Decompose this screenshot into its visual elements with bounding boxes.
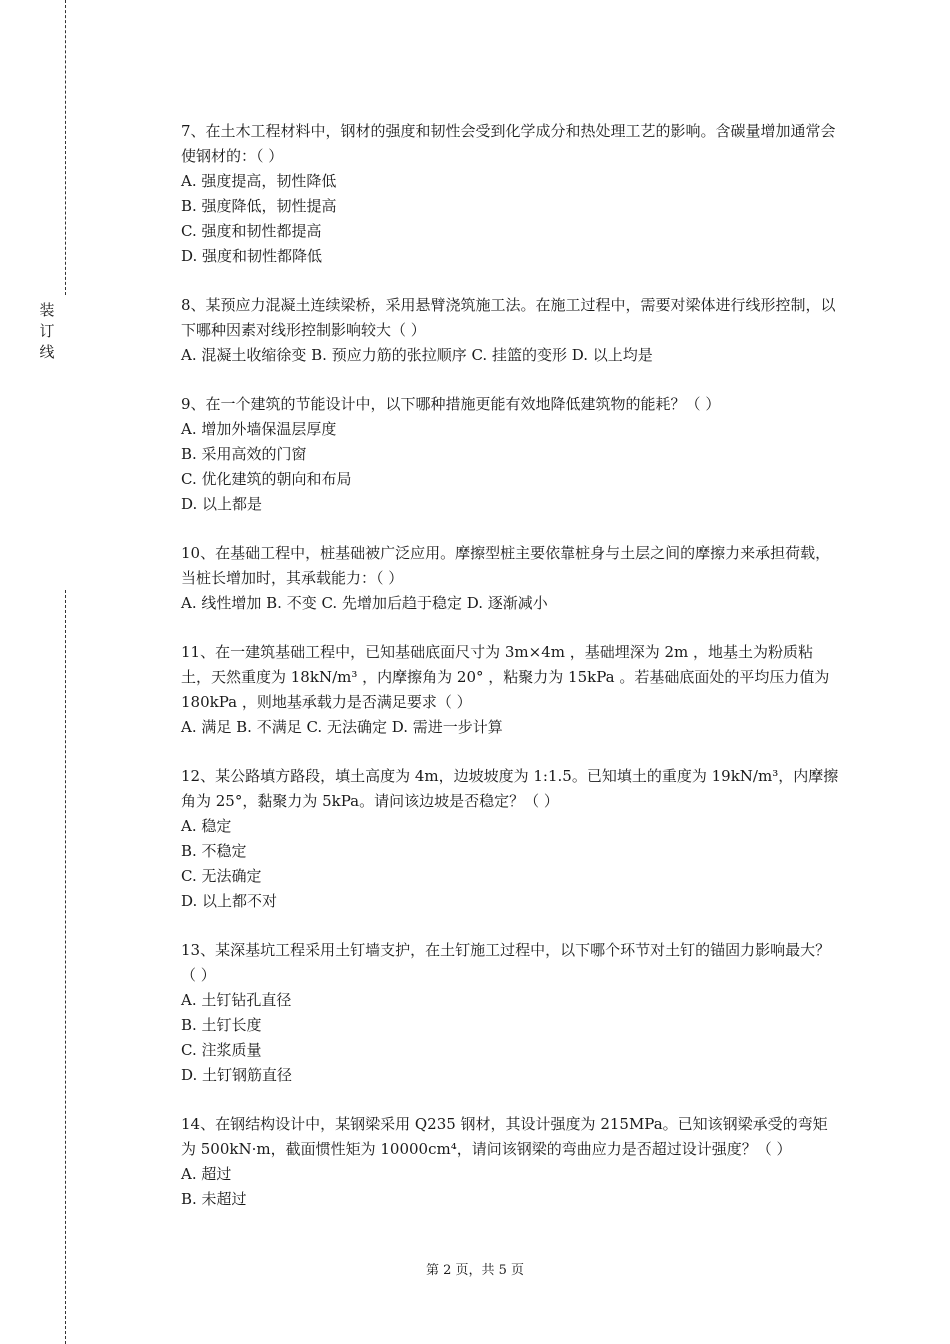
question-stem: 12、某公路填方路段，填土高度为 4m，边坡坡度为 1:1.5。已知填土的重度为 19kN/m³，内摩擦角为 25°，黏聚力为 5kPa。请问该边坡是否稳定？（ ）: [181, 767, 839, 810]
binding-line-bottom: [65, 590, 66, 1344]
question-stem: 11、在一建筑基础工程中，已知基础底面尺寸为 3m×4m ，基础埋深为 2m ，地基土为粉质粘土，天然重度为 18kN/m³ ，内摩擦角为 20° ，粘聚力为 15kPa 。若基础底面处的平均压力值为 180kPa ，则地基承载力是否满足要求（ ）: [181, 643, 830, 711]
option-b: B. 未超过: [181, 1190, 247, 1208]
question-stem: 8、某预应力混凝土连续梁桥，采用悬臂浇筑施工法。在施工过程中，需要对梁体进行线形控制，以下哪种因素对线形控制影响较大（ ）: [181, 296, 836, 339]
option-c: C. 注浆质量: [181, 1041, 262, 1059]
question-stem: 13、某深基坑工程采用土钉墙支护，在土钉施工过程中，以下哪个环节对土钉的锚固力影响最大？（ ）: [181, 941, 831, 984]
option-d: D. 以上都不对: [181, 892, 278, 910]
question-11: [181, 640, 841, 740]
option-a: A. 超过: [181, 1165, 232, 1183]
option-d: D. 土钉钢筋直径: [181, 1066, 293, 1084]
binding-char: 装: [39, 301, 55, 319]
option-c: C. 强度和韧性都提高: [181, 222, 322, 240]
question-14: [181, 1112, 841, 1212]
option-line: A. 线性增加 B. 不变 C. 先增加后趋于稳定 D. 逐渐减小: [181, 594, 548, 612]
option-line: A. 满足 B. 不满足 C. 无法确定 D. 需进一步计算: [181, 718, 503, 736]
binding-line-top: [65, 0, 66, 295]
binding-label: [37, 300, 57, 363]
option-d: D. 强度和韧性都降低: [181, 247, 323, 265]
option-b: B. 土钉长度: [181, 1016, 262, 1034]
question-12: [181, 764, 841, 914]
option-line: A. 混凝土收缩徐变 B. 预应力筋的张拉顺序 C. 挂篮的变形 D. 以上均是: [181, 346, 653, 364]
option-a: A. 稳定: [181, 817, 232, 835]
option-b: B. 采用高效的门窗: [181, 445, 307, 463]
option-d: D. 以上都是: [181, 495, 263, 513]
question-list: [181, 119, 841, 1236]
question-stem: 10、在基础工程中，桩基础被广泛应用。摩擦型桩主要依靠桩身与土层之间的摩擦力来承担荷载，当桩长增加时，其承载能力：（ ）: [181, 544, 831, 587]
binding-char: 订: [39, 322, 55, 340]
question-13: [181, 938, 841, 1088]
option-a: A. 土钉钻孔直径: [181, 991, 292, 1009]
question-10: [181, 541, 841, 616]
option-c: C. 优化建筑的朝向和布局: [181, 470, 352, 488]
page-number: 第 2 页，共 5 页: [425, 1263, 525, 1278]
question-9: [181, 392, 841, 517]
option-b: B. 不稳定: [181, 842, 247, 860]
option-b: B. 强度降低，韧性提高: [181, 197, 337, 215]
question-stem: 14、在钢结构设计中，某钢梁采用 Q235 钢材，其设计强度为 215MPa。已知该钢梁承受的弯矩为 500kN·m，截面惯性矩为 10000cm⁴，请问该钢梁的弯曲应力是否超过设计强度？（ ）: [181, 1115, 828, 1158]
question-stem: 7、在土木工程材料中，钢材的强度和韧性会受到化学成分和热处理工艺的影响。含碳量增加通常会使钢材的：（ ）: [181, 122, 836, 165]
option-a: A. 增加外墙保温层厚度: [181, 420, 337, 438]
option-c: C. 无法确定: [181, 867, 262, 885]
question-7: [181, 119, 841, 269]
question-stem: 9、在一个建筑的节能设计中，以下哪种措施更能有效地降低建筑物的能耗？（ ）: [181, 395, 721, 413]
question-8: [181, 293, 841, 368]
option-a: A. 强度提高，韧性降低: [181, 172, 337, 190]
binding-char: 线: [39, 343, 55, 361]
